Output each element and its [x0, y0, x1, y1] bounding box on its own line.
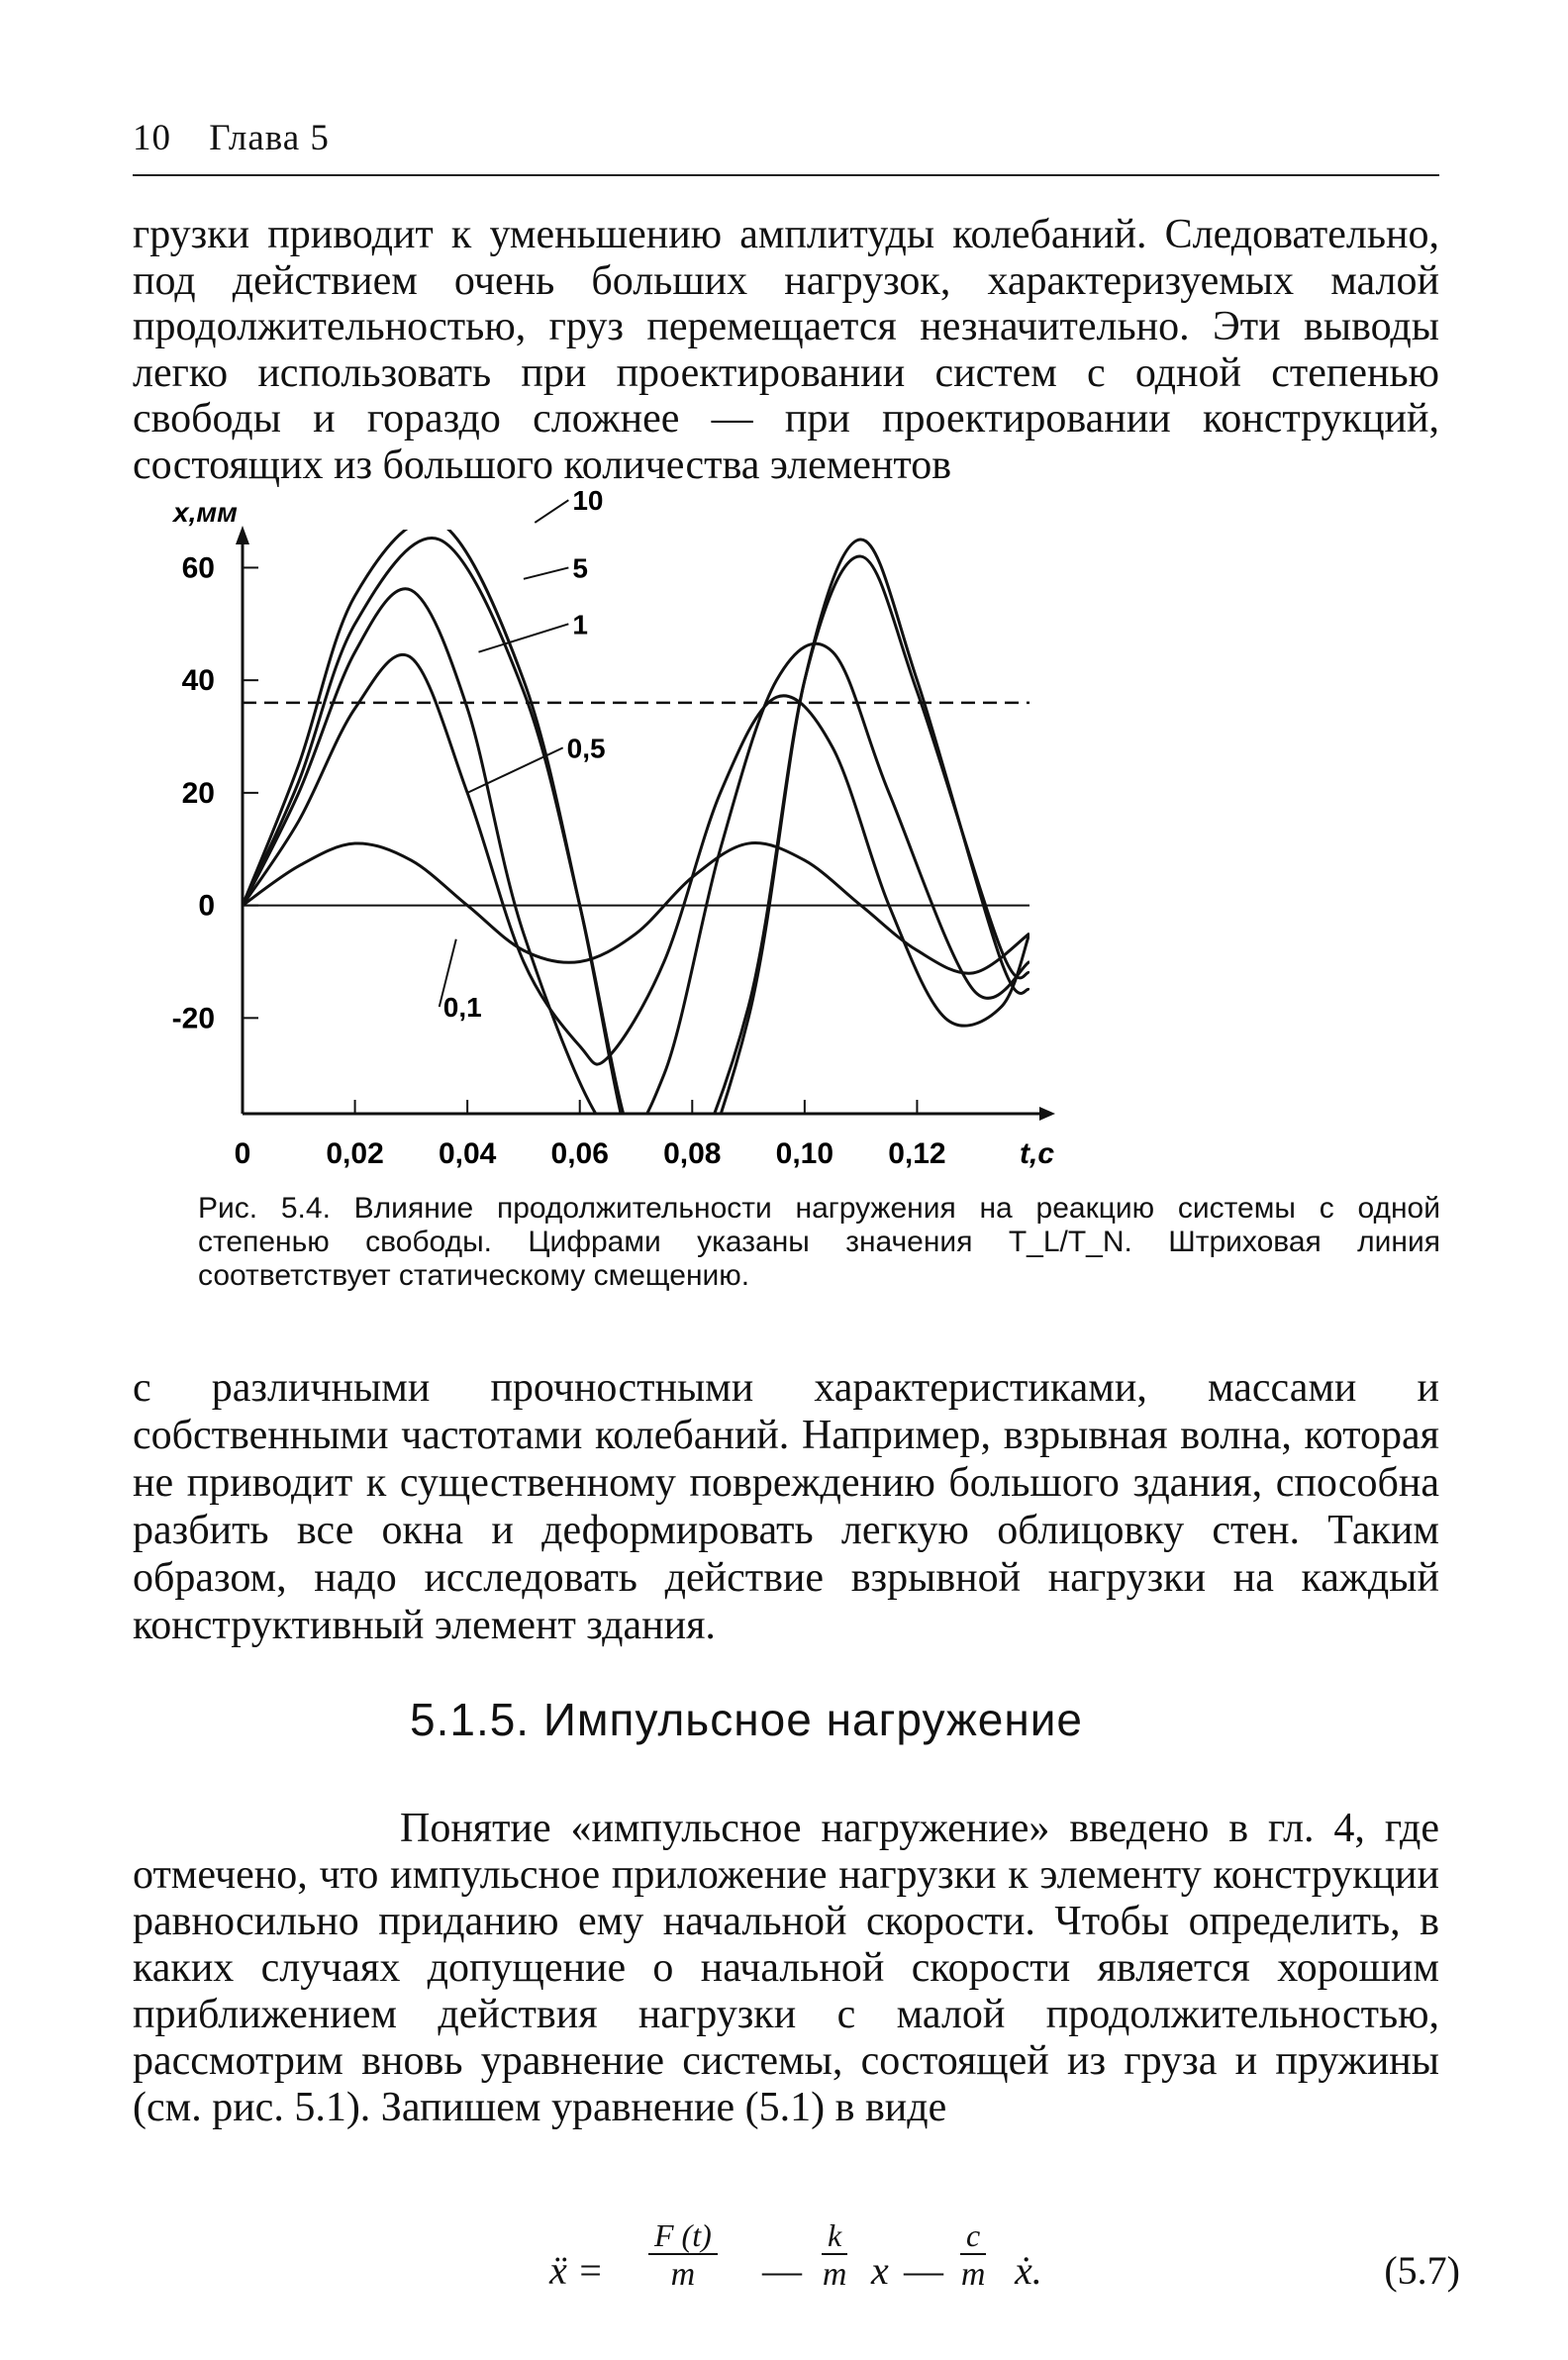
equation-var-x: x [871, 2248, 889, 2293]
fraction-force [648, 2217, 718, 2295]
y-tick-label: 60 [181, 551, 215, 585]
fraction-stiffness-den: m [822, 2256, 847, 2293]
fraction-damping-den: m [960, 2256, 986, 2293]
y-tick-label: -20 [171, 1002, 215, 1035]
series-line-0-5 [243, 654, 1029, 1064]
x-tick-label: 0,10 [775, 1137, 834, 1170]
series-line-5 [243, 539, 1029, 1188]
x-tick-label: 0,12 [888, 1137, 946, 1170]
y-tick-label: 40 [181, 664, 215, 698]
x-tick-label: 0,06 [550, 1137, 609, 1170]
series-label-0-1: 0,1 [442, 991, 482, 1023]
fraction-force-den: m [670, 2256, 696, 2293]
page-number: 10 [133, 118, 171, 158]
series-leader-10 [535, 500, 568, 523]
series-line-0-1 [243, 843, 1029, 974]
x-axis-arrow [1039, 1107, 1055, 1121]
x-tick-label: 0,08 [663, 1137, 722, 1170]
equation-lhs: ẍ = [549, 2248, 604, 2293]
series-label-5: 5 [572, 552, 588, 584]
equation-minus-2: — [904, 2248, 943, 2293]
paragraph-2: с различными прочностными характеристиками, массами и собственными частотами колебаний. Например, взрывная волна, которая не приводит к существенному повреждению большого здания, способна разбить все окна и деформировать легкую облицовку стен. Таким образом, надо исследовать действие взрывной нагрузки на каждый конструктивный элемент здания. [133, 1365, 1439, 1648]
y-tick-label: 20 [181, 776, 215, 810]
equation-number: (5.7) [1384, 2248, 1460, 2293]
fraction-damping [960, 2217, 986, 2295]
fraction-damping-num: c [960, 2217, 986, 2255]
series-leader-1 [479, 624, 569, 651]
section-title: 5.1.5. Импульсное нагружение [410, 1694, 1083, 1745]
x-tick-label: 0 [234, 1137, 251, 1170]
paragraph-1: грузки приводит к уменьшению амплитуды колебаний. Следовательно, под действием очень больших нагрузок, характеризуемых малой продолжительностью, груз перемещается незначительно. Эти выводы легко использовать при проектировании систем с одной степенью свободы и гораздо сложнее — при проектировании конструкций, состоящих из большого количества элементов [133, 212, 1439, 488]
series-label-10: 10 [572, 485, 604, 517]
y-tick-label: 0 [198, 889, 215, 923]
paragraph-3 [133, 1806, 1439, 2131]
equation-minus-1: — [762, 2248, 802, 2293]
fraction-force-num: F (t) [648, 2217, 718, 2255]
equation-5-7 [549, 2217, 1460, 2326]
figure-caption: Рис. 5.4. Влияние продолжительности нагружения на реакцию системы с одной степенью свободы. Цифрами указаны значения T_L/T_N. Штриховая линия соответствует статическому смещению. [198, 1192, 1440, 1292]
equation-var-xdot: ẋ. [1015, 2248, 1042, 2293]
fraction-stiffness-num: k [822, 2217, 847, 2255]
x-axis-label: t,c [1020, 1137, 1055, 1170]
paragraph-3-text: Понятие «импульсное нагружение» введено в гл. 4, где отмечено, что импульсное приложение нагрузки к элементу конструкции равносильно приданию ему начальной скорости. Чтобы определить, в каких случаях допущение о начальной скорости является хорошим приближением действия нагрузки с малой продолжительностью, рассмотрим вновь уравнение системы, состоящей из груза и пружины (см. рис. 5.1). Запишем уравнение (5.1) в виде [133, 1806, 1439, 2130]
series-label-0-5: 0,5 [566, 733, 606, 764]
series-label-1: 1 [572, 609, 588, 640]
y-axis-arrow [236, 526, 249, 544]
fraction-stiffness [822, 2217, 847, 2295]
y-axis-label: x,мм [173, 497, 238, 528]
x-tick-label: 0,02 [326, 1137, 384, 1170]
x-tick-label: 0,04 [438, 1137, 497, 1170]
chapter-label: Глава 5 [209, 118, 330, 158]
series-leader-5 [524, 567, 568, 578]
